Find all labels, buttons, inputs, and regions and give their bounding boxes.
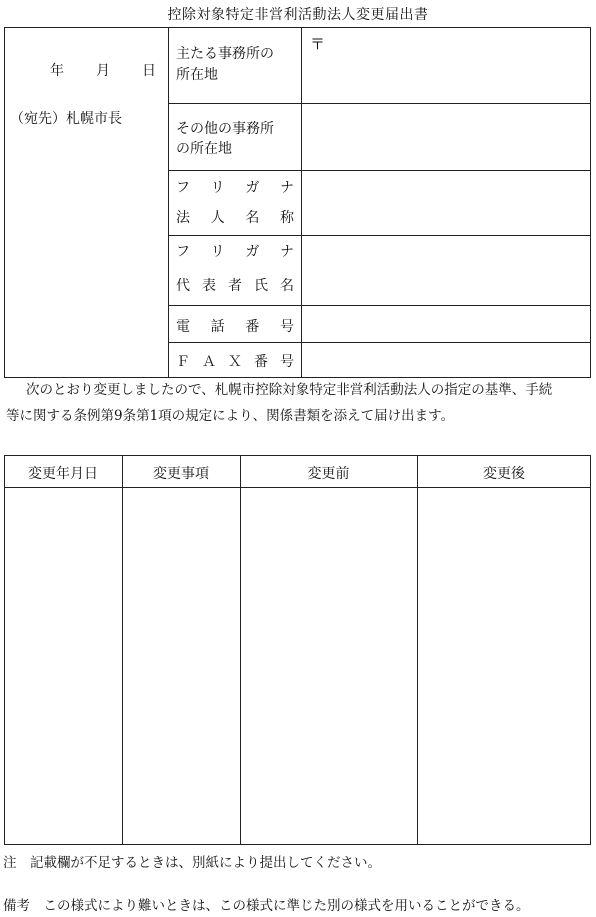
postal-mark: 〒	[310, 35, 326, 53]
char: 法	[176, 210, 190, 226]
char: 話	[210, 319, 225, 335]
change-item-input[interactable]	[123, 488, 239, 844]
char: 電	[176, 319, 190, 335]
header-before: 変更前	[307, 466, 350, 482]
other-office-input[interactable]	[302, 104, 590, 170]
main-office-label-1: 主たる事務所の	[176, 46, 274, 62]
remark-text: 備考 この様式により難いときは、この様式に準じた別の様式を用いることができる。	[3, 898, 530, 914]
other-office-label-1: その他の事務所	[176, 121, 274, 137]
before-input[interactable]	[241, 488, 416, 844]
year-label: 年	[50, 63, 64, 79]
char: 氏	[254, 278, 268, 294]
main-office-label-2: 所在地	[176, 67, 218, 83]
corp-name-input[interactable]	[302, 171, 590, 235]
rep-furigana-label	[176, 241, 294, 261]
header-change-date: 変更年月日	[28, 466, 98, 482]
statement-line-1: 次のとおり変更しましたので、札幌市控除対象特定非営利活動法人の指定の基準、手続	[26, 382, 553, 398]
char: 者	[228, 278, 242, 294]
phone-input[interactable]	[302, 306, 590, 342]
corp-name-label	[176, 207, 294, 227]
char: リ	[210, 180, 225, 196]
corp-name-furigana-label	[176, 177, 294, 197]
divider	[168, 27, 169, 378]
char: 号	[279, 319, 294, 335]
char: ガ	[245, 244, 260, 260]
note-text: 注 記載欄が不足するときは、別紙により提出してください。	[3, 855, 381, 871]
rep-name-input[interactable]	[302, 236, 590, 305]
char: 代	[176, 278, 190, 294]
change-date-input[interactable]	[5, 488, 121, 844]
header-change-item: 変更事項	[153, 466, 209, 482]
char: フ	[176, 244, 190, 260]
phone-label	[176, 316, 294, 336]
month-label: 月	[96, 63, 110, 79]
char: Ｆ	[176, 354, 190, 370]
char: Ｘ	[228, 354, 242, 370]
char: ナ	[279, 244, 294, 260]
char: ナ	[279, 180, 294, 196]
addressee: （宛先）札幌市長	[10, 111, 122, 127]
main-office-input[interactable]	[302, 28, 590, 103]
char: 番	[254, 354, 268, 370]
char: 称	[279, 210, 294, 226]
char: フ	[176, 180, 190, 196]
char: Ａ	[202, 354, 216, 370]
statement-line-2: 等に関する条例第9条第1項の規定により、関係書類を添えて届け出ます。	[6, 408, 455, 424]
header-after: 変更後	[483, 466, 525, 482]
char: 人	[210, 210, 225, 226]
char: リ	[210, 244, 225, 260]
other-office-label-2: の所在地	[176, 141, 232, 157]
after-input[interactable]	[418, 488, 590, 844]
form-title: 控除対象特定非営利活動法人変更届出書	[167, 7, 429, 23]
char: 番	[245, 319, 260, 335]
fax-label	[176, 351, 294, 371]
char: 名	[280, 278, 294, 294]
rep-name-label	[176, 275, 294, 295]
char: 表	[202, 278, 216, 294]
char: 名	[245, 210, 260, 226]
fax-input[interactable]	[302, 343, 590, 377]
char: 号	[280, 354, 294, 370]
day-label: 日	[142, 63, 156, 79]
char: ガ	[245, 180, 260, 196]
